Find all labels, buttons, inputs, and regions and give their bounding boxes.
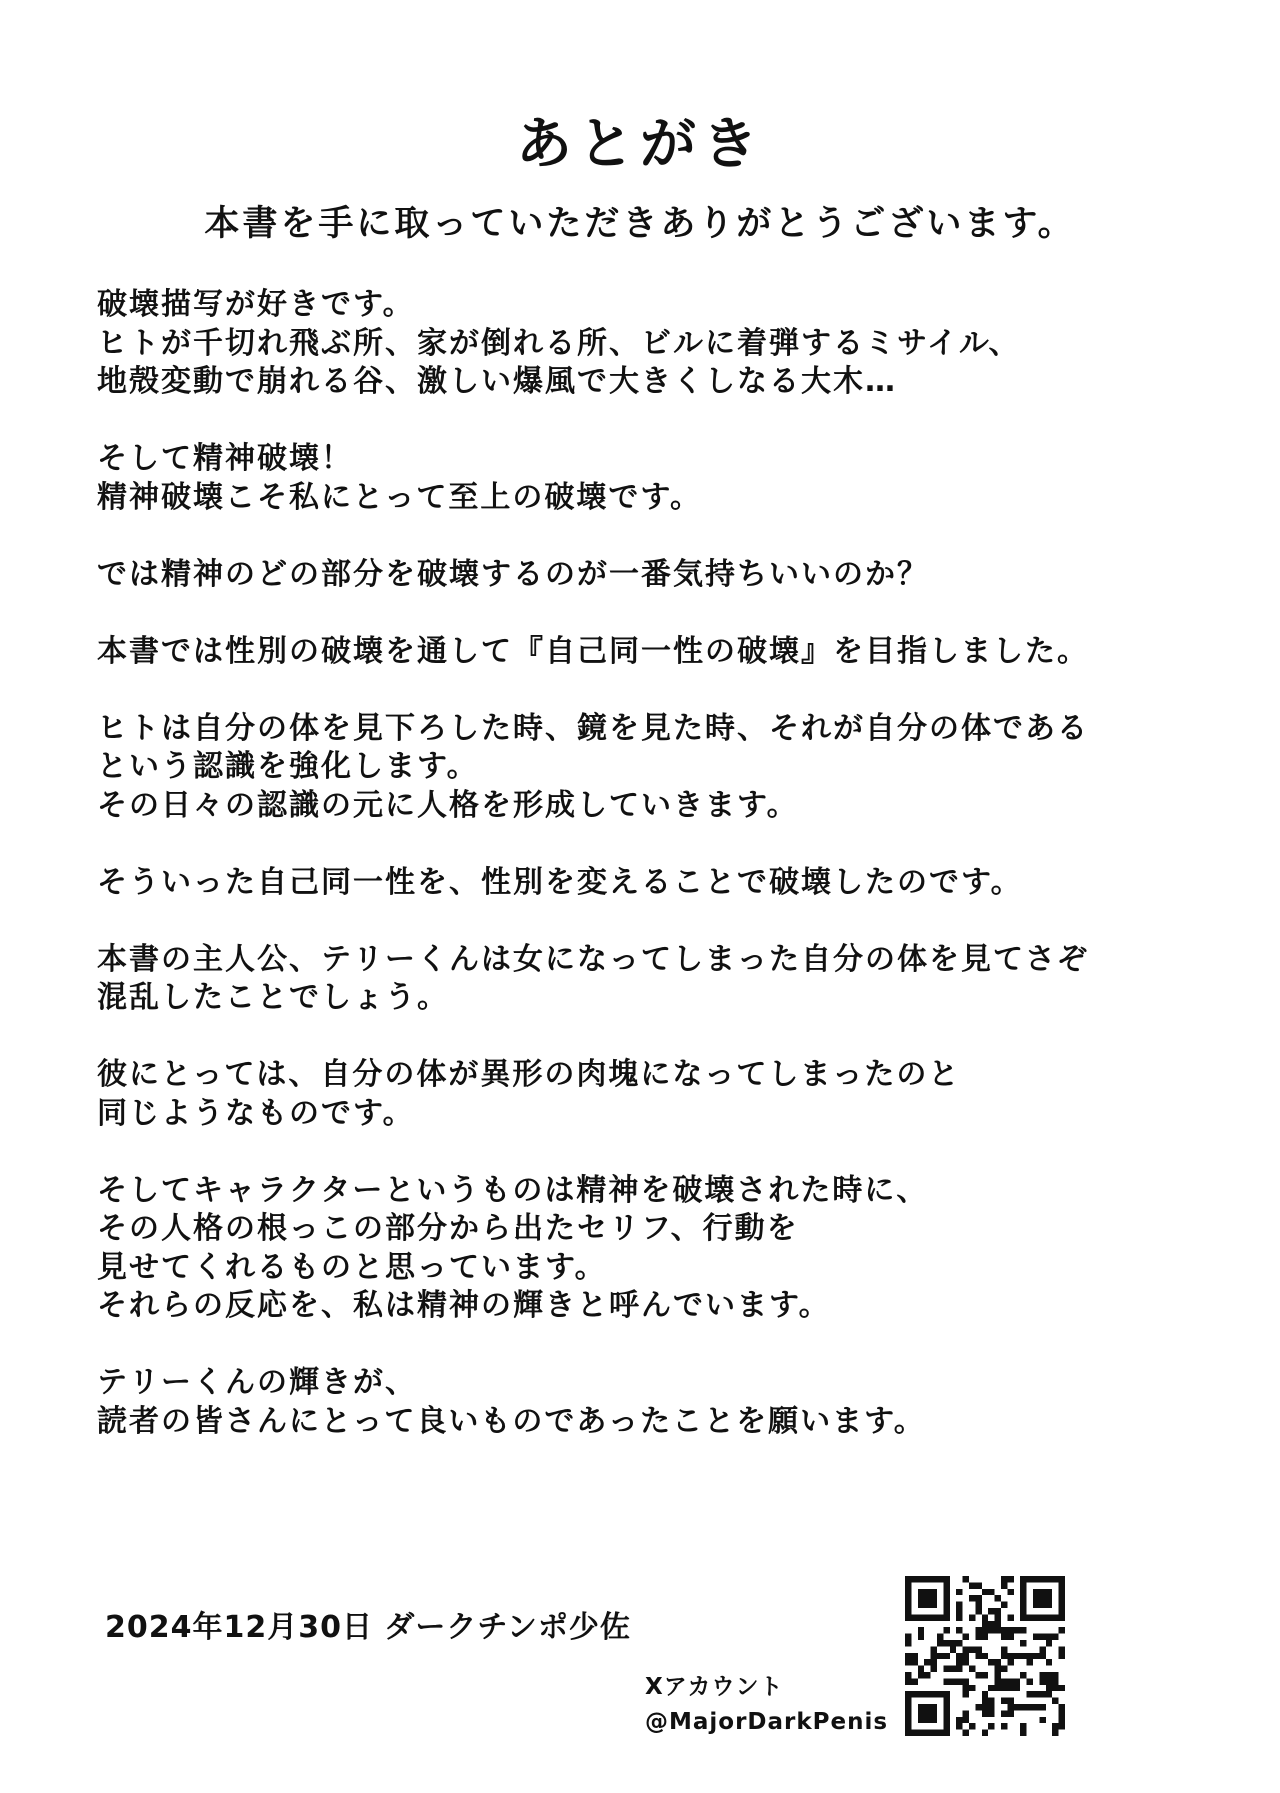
paragraph — [97, 864, 1207, 903]
paragraph — [97, 1364, 1207, 1441]
paragraph — [97, 633, 1207, 672]
greeting-line: 本書を手に取っていただきありがとうございます。 — [204, 204, 1076, 244]
paragraph — [97, 1056, 1207, 1133]
paragraph — [97, 556, 1207, 595]
paragraph — [97, 941, 1207, 1018]
afterword-body — [97, 286, 1207, 1480]
text-line: ヒトが千切れ飛ぶ所、家が倒れる所、ビルに着弾するミサイル、 — [97, 325, 1021, 361]
x-account-label: Xアカウント — [645, 1674, 784, 1700]
x-account-info — [645, 1670, 888, 1740]
text-line: 見せてくれるものと思っています。 — [97, 1249, 607, 1285]
text-line: 読者の皆さんにとって良いものであったことを願います。 — [97, 1403, 926, 1439]
text-line: そして精神破壊！ — [97, 441, 353, 476]
x-account-handle: @MajorDarkPenis — [645, 1709, 889, 1735]
text-line: 本書では性別の破壊を通して『自己同一性の破壊』を目指しました。 — [97, 633, 1089, 669]
paragraph — [97, 286, 1207, 402]
text-line: テリーくんの輝きが、 — [97, 1365, 417, 1400]
text-line: 地殻変動で崩れる谷、激しい爆風で大きくしなる大木… — [97, 364, 897, 399]
text-line: それらの反応を、私は精神の輝きと呼んでいます。 — [97, 1288, 831, 1323]
text-line: そしてキャラクターというものは精神を破壊された時に、 — [97, 1172, 929, 1208]
text-line: 本書の主人公、テリーくんは女になってしまった自分の体を見てさぞ — [97, 941, 1089, 977]
text-line: ヒトは自分の体を見下ろした時、鏡を見た時、それが自分の体である — [97, 710, 1089, 746]
qr-code-icon[interactable] — [905, 1576, 1065, 1736]
date-signature: 2024年12月30日 ダークチンポ少佐 — [105, 1610, 631, 1645]
paragraph — [97, 710, 1207, 826]
text-line: 破壊描写が好きです。 — [97, 287, 415, 322]
paragraph — [97, 440, 1207, 517]
text-line: その人格の根っこの部分から出たセリフ、行動を — [97, 1211, 799, 1246]
text-line: 混乱したことでしょう。 — [97, 980, 449, 1015]
paragraph — [97, 1172, 1207, 1326]
text-line: では精神のどの部分を破壊するのが一番気持ちいいのか？ — [97, 556, 929, 592]
text-line: 精神破壊こそ私にとって至上の破壊です。 — [97, 479, 702, 515]
text-line: 同じようなものです。 — [97, 1095, 415, 1131]
page-title: あとがき — [516, 111, 764, 177]
text-line: そういった自己同一性を、性別を変えることで破壊したのです。 — [97, 864, 1023, 900]
text-line: その日々の認識の元に人格を形成していきます。 — [97, 787, 799, 823]
text-line: という認識を強化します。 — [97, 749, 479, 784]
text-line: 彼にとっては、自分の体が異形の肉塊になってしまったのと — [97, 1057, 961, 1092]
